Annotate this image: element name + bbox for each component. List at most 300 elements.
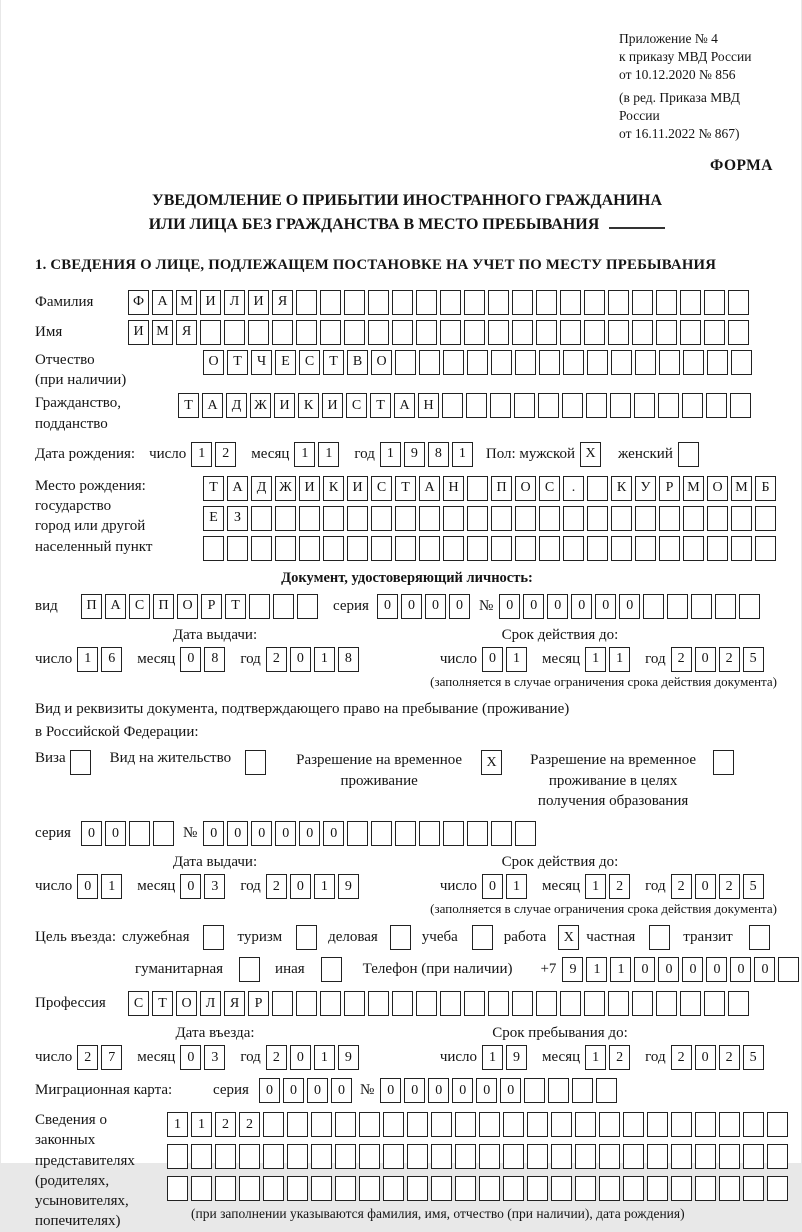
form-cell[interactable] [527, 1176, 548, 1201]
form-cell[interactable]: 0 [380, 1078, 401, 1103]
form-cell[interactable] [153, 821, 174, 846]
form-cell[interactable] [562, 393, 583, 418]
form-cell[interactable] [167, 1176, 188, 1201]
form-cell[interactable] [272, 991, 293, 1016]
form-cell[interactable]: 0 [307, 1078, 328, 1103]
form-cell[interactable]: Р [248, 991, 269, 1016]
form-cell[interactable] [323, 536, 344, 561]
form-cell[interactable] [611, 536, 632, 561]
form-cell[interactable]: 0 [754, 957, 775, 982]
form-cell[interactable]: 0 [428, 1078, 449, 1103]
form-cell[interactable] [563, 536, 584, 561]
form-cell[interactable] [440, 991, 461, 1016]
form-cell[interactable] [743, 1112, 764, 1137]
form-cell[interactable] [191, 1144, 212, 1169]
form-cell[interactable] [248, 320, 269, 345]
form-cell[interactable] [273, 594, 294, 619]
form-cell[interactable] [643, 594, 664, 619]
form-cell[interactable] [490, 393, 511, 418]
form-cell[interactable]: И [274, 393, 295, 418]
form-cell[interactable] [680, 991, 701, 1016]
form-cell[interactable] [296, 290, 317, 315]
form-cell[interactable]: М [152, 320, 173, 345]
form-cell[interactable] [320, 290, 341, 315]
form-cell[interactable] [416, 320, 437, 345]
form-cell[interactable]: 0 [404, 1078, 425, 1103]
form-cell[interactable]: 1 [101, 874, 122, 899]
form-cell[interactable]: 0 [482, 874, 503, 899]
form-cell[interactable]: Я [224, 991, 245, 1016]
form-cell[interactable]: И [347, 476, 368, 501]
form-cell[interactable] [311, 1112, 332, 1137]
form-cell[interactable] [731, 506, 752, 531]
form-cell[interactable]: 1 [452, 442, 473, 467]
form-cell[interactable] [608, 320, 629, 345]
form-cell[interactable] [359, 1176, 380, 1201]
form-cell[interactable] [466, 393, 487, 418]
form-cell[interactable] [296, 320, 317, 345]
form-cell[interactable]: 2 [671, 1045, 692, 1070]
form-cell[interactable]: 6 [101, 647, 122, 672]
form-cell[interactable] [656, 320, 677, 345]
form-cell[interactable] [743, 1144, 764, 1169]
form-cell[interactable]: 2 [609, 874, 630, 899]
form-cell[interactable] [191, 1176, 212, 1201]
form-cell[interactable] [323, 506, 344, 531]
form-cell[interactable] [239, 957, 260, 982]
form-cell[interactable]: 0 [634, 957, 655, 982]
form-cell[interactable]: 0 [105, 821, 126, 846]
form-cell[interactable] [682, 393, 703, 418]
form-cell[interactable] [239, 1144, 260, 1169]
form-cell[interactable]: Ч [251, 350, 272, 375]
form-cell[interactable] [683, 350, 704, 375]
form-cell[interactable] [287, 1144, 308, 1169]
form-cell[interactable] [667, 594, 688, 619]
form-cell[interactable] [575, 1112, 596, 1137]
form-cell[interactable] [344, 320, 365, 345]
form-cell[interactable]: 2 [215, 1112, 236, 1137]
form-cell[interactable] [649, 925, 670, 950]
form-cell[interactable] [503, 1176, 524, 1201]
form-cell[interactable]: С [539, 476, 560, 501]
form-cell[interactable] [272, 320, 293, 345]
form-cell[interactable]: Л [200, 991, 221, 1016]
form-cell[interactable]: X [481, 750, 502, 775]
form-cell[interactable] [70, 750, 91, 775]
purpose-work-checkbox[interactable] [558, 925, 582, 950]
purpose-transit-checkbox[interactable] [749, 925, 773, 950]
form-cell[interactable] [683, 506, 704, 531]
form-cell[interactable] [431, 1144, 452, 1169]
form-cell[interactable] [647, 1112, 668, 1137]
form-cell[interactable] [299, 536, 320, 561]
form-cell[interactable] [371, 536, 392, 561]
form-cell[interactable] [347, 536, 368, 561]
form-cell[interactable]: Т [227, 350, 248, 375]
form-cell[interactable]: П [491, 476, 512, 501]
form-cell[interactable]: А [394, 393, 415, 418]
form-cell[interactable] [395, 536, 416, 561]
form-cell[interactable] [320, 320, 341, 345]
form-cell[interactable] [479, 1176, 500, 1201]
form-cell[interactable] [599, 1176, 620, 1201]
form-cell[interactable]: 2 [719, 874, 740, 899]
form-cell[interactable] [464, 320, 485, 345]
form-cell[interactable] [632, 991, 653, 1016]
form-cell[interactable]: 0 [290, 647, 311, 672]
form-cell[interactable] [419, 821, 440, 846]
form-cell[interactable] [215, 1144, 236, 1169]
form-cell[interactable] [572, 1078, 593, 1103]
form-cell[interactable] [251, 536, 272, 561]
form-cell[interactable] [368, 290, 389, 315]
form-cell[interactable]: 1 [585, 874, 606, 899]
form-cell[interactable] [731, 536, 752, 561]
form-cell[interactable]: А [202, 393, 223, 418]
form-cell[interactable]: А [227, 476, 248, 501]
form-cell[interactable] [560, 320, 581, 345]
form-cell[interactable]: 2 [77, 1045, 98, 1070]
form-cell[interactable]: 1 [191, 1112, 212, 1137]
form-cell[interactable] [200, 320, 221, 345]
form-cell[interactable] [635, 536, 656, 561]
form-cell[interactable]: 0 [77, 874, 98, 899]
form-cell[interactable]: 2 [609, 1045, 630, 1070]
form-cell[interactable] [167, 1144, 188, 1169]
form-cell[interactable] [680, 290, 701, 315]
form-cell[interactable]: Т [370, 393, 391, 418]
form-cell[interactable]: 1 [294, 442, 315, 467]
form-cell[interactable] [767, 1144, 788, 1169]
form-cell[interactable]: 5 [743, 1045, 764, 1070]
form-cell[interactable] [515, 350, 536, 375]
form-cell[interactable] [419, 536, 440, 561]
form-cell[interactable]: О [515, 476, 536, 501]
form-cell[interactable]: 2 [239, 1112, 260, 1137]
form-cell[interactable] [536, 290, 557, 315]
form-cell[interactable]: 0 [595, 594, 616, 619]
form-cell[interactable] [560, 991, 581, 1016]
form-cell[interactable] [575, 1176, 596, 1201]
form-cell[interactable] [129, 821, 150, 846]
form-cell[interactable]: И [200, 290, 221, 315]
form-cell[interactable]: 8 [428, 442, 449, 467]
form-cell[interactable] [767, 1176, 788, 1201]
form-cell[interactable] [767, 1112, 788, 1137]
form-cell[interactable] [464, 991, 485, 1016]
form-cell[interactable] [527, 1112, 548, 1137]
form-cell[interactable]: 0 [290, 1045, 311, 1070]
form-cell[interactable] [239, 1176, 260, 1201]
form-cell[interactable] [416, 991, 437, 1016]
form-cell[interactable]: 0 [695, 1045, 716, 1070]
form-cell[interactable] [632, 290, 653, 315]
form-cell[interactable] [656, 991, 677, 1016]
form-cell[interactable]: М [731, 476, 752, 501]
form-cell[interactable] [536, 991, 557, 1016]
form-cell[interactable]: Р [659, 476, 680, 501]
form-cell[interactable]: . [563, 476, 584, 501]
form-cell[interactable] [488, 320, 509, 345]
form-cell[interactable] [395, 821, 416, 846]
form-cell[interactable]: 0 [449, 594, 470, 619]
temp-residence-edu-checkbox[interactable] [713, 750, 737, 775]
form-cell[interactable] [440, 290, 461, 315]
form-cell[interactable] [443, 536, 464, 561]
form-cell[interactable]: О [371, 350, 392, 375]
form-cell[interactable] [659, 506, 680, 531]
form-cell[interactable] [587, 476, 608, 501]
form-cell[interactable] [695, 1176, 716, 1201]
form-cell[interactable] [467, 350, 488, 375]
form-cell[interactable] [488, 991, 509, 1016]
form-cell[interactable] [730, 393, 751, 418]
form-cell[interactable] [440, 320, 461, 345]
form-cell[interactable] [584, 320, 605, 345]
form-cell[interactable] [739, 594, 760, 619]
form-cell[interactable] [599, 1144, 620, 1169]
form-cell[interactable]: О [203, 350, 224, 375]
form-cell[interactable]: 1 [585, 1045, 606, 1070]
form-cell[interactable] [683, 536, 704, 561]
form-cell[interactable] [203, 536, 224, 561]
form-cell[interactable]: 9 [404, 442, 425, 467]
form-cell[interactable]: 1 [609, 647, 630, 672]
form-cell[interactable]: 0 [331, 1078, 352, 1103]
form-cell[interactable] [548, 1078, 569, 1103]
form-cell[interactable] [395, 506, 416, 531]
form-cell[interactable]: Ж [275, 476, 296, 501]
residence-permit-checkbox[interactable] [245, 750, 269, 775]
form-cell[interactable]: 0 [251, 821, 272, 846]
form-cell[interactable] [275, 536, 296, 561]
form-cell[interactable] [455, 1144, 476, 1169]
form-cell[interactable]: 2 [266, 874, 287, 899]
form-cell[interactable]: Н [443, 476, 464, 501]
form-cell[interactable] [368, 991, 389, 1016]
form-cell[interactable]: С [371, 476, 392, 501]
form-cell[interactable] [392, 290, 413, 315]
form-cell[interactable] [749, 925, 770, 950]
form-cell[interactable] [455, 1112, 476, 1137]
form-cell[interactable]: 0 [547, 594, 568, 619]
form-cell[interactable] [691, 594, 712, 619]
form-cell[interactable] [392, 991, 413, 1016]
form-cell[interactable] [610, 393, 631, 418]
form-cell[interactable]: М [176, 290, 197, 315]
form-cell[interactable]: О [176, 991, 197, 1016]
form-cell[interactable] [778, 957, 799, 982]
form-cell[interactable] [584, 290, 605, 315]
form-cell[interactable]: А [152, 290, 173, 315]
form-cell[interactable] [551, 1176, 572, 1201]
form-cell[interactable] [695, 1144, 716, 1169]
purpose-business-checkbox[interactable] [390, 925, 414, 950]
form-cell[interactable]: 0 [180, 647, 201, 672]
form-cell[interactable] [599, 1112, 620, 1137]
purpose-other-checkbox[interactable] [321, 957, 345, 982]
form-cell[interactable] [551, 1112, 572, 1137]
form-cell[interactable]: О [707, 476, 728, 501]
form-cell[interactable] [608, 991, 629, 1016]
form-cell[interactable]: А [105, 594, 126, 619]
form-cell[interactable] [263, 1144, 284, 1169]
form-cell[interactable]: 0 [227, 821, 248, 846]
form-cell[interactable] [671, 1112, 692, 1137]
form-cell[interactable] [713, 750, 734, 775]
form-cell[interactable]: 1 [586, 957, 607, 982]
form-cell[interactable] [297, 594, 318, 619]
form-cell[interactable]: 1 [314, 647, 335, 672]
form-cell[interactable] [491, 350, 512, 375]
form-cell[interactable]: 1 [314, 874, 335, 899]
form-cell[interactable] [443, 821, 464, 846]
form-cell[interactable] [407, 1112, 428, 1137]
form-cell[interactable]: 5 [743, 647, 764, 672]
form-cell[interactable]: 0 [283, 1078, 304, 1103]
form-cell[interactable]: 0 [482, 647, 503, 672]
form-cell[interactable] [632, 320, 653, 345]
purpose-humanitarian-checkbox[interactable] [239, 957, 263, 982]
form-cell[interactable] [587, 506, 608, 531]
form-cell[interactable] [503, 1144, 524, 1169]
form-cell[interactable] [586, 393, 607, 418]
form-cell[interactable]: С [299, 350, 320, 375]
form-cell[interactable]: Л [224, 290, 245, 315]
form-cell[interactable] [563, 350, 584, 375]
form-cell[interactable] [728, 320, 749, 345]
form-cell[interactable] [491, 536, 512, 561]
form-cell[interactable] [515, 536, 536, 561]
form-cell[interactable] [536, 320, 557, 345]
form-cell[interactable] [719, 1144, 740, 1169]
form-cell[interactable] [743, 1176, 764, 1201]
form-cell[interactable] [383, 1112, 404, 1137]
form-cell[interactable] [371, 506, 392, 531]
form-cell[interactable] [719, 1176, 740, 1201]
form-cell[interactable] [467, 506, 488, 531]
form-cell[interactable] [704, 320, 725, 345]
form-cell[interactable]: 1 [585, 647, 606, 672]
form-cell[interactable]: И [248, 290, 269, 315]
form-cell[interactable] [538, 393, 559, 418]
form-cell[interactable] [659, 350, 680, 375]
form-cell[interactable]: Е [275, 350, 296, 375]
form-cell[interactable] [383, 1176, 404, 1201]
form-cell[interactable]: 1 [506, 647, 527, 672]
form-cell[interactable] [479, 1144, 500, 1169]
form-cell[interactable] [263, 1176, 284, 1201]
form-cell[interactable] [299, 506, 320, 531]
form-cell[interactable] [539, 536, 560, 561]
form-cell[interactable]: 0 [499, 594, 520, 619]
form-cell[interactable] [587, 536, 608, 561]
form-cell[interactable] [467, 536, 488, 561]
form-cell[interactable] [472, 925, 493, 950]
form-cell[interactable]: М [683, 476, 704, 501]
form-cell[interactable]: П [153, 594, 174, 619]
form-cell[interactable]: Н [418, 393, 439, 418]
form-cell[interactable]: 2 [719, 647, 740, 672]
form-cell[interactable]: Т [323, 350, 344, 375]
form-cell[interactable]: 9 [562, 957, 583, 982]
form-cell[interactable] [647, 1176, 668, 1201]
form-cell[interactable] [728, 991, 749, 1016]
form-cell[interactable] [656, 290, 677, 315]
sex-female-checkbox[interactable] [678, 442, 702, 467]
form-cell[interactable] [623, 1144, 644, 1169]
form-cell[interactable] [584, 991, 605, 1016]
form-cell[interactable]: Т [395, 476, 416, 501]
form-cell[interactable]: 9 [338, 874, 359, 899]
form-cell[interactable]: Т [203, 476, 224, 501]
form-cell[interactable] [563, 506, 584, 531]
form-cell[interactable] [287, 1112, 308, 1137]
form-cell[interactable]: 0 [425, 594, 446, 619]
form-cell[interactable] [524, 1078, 545, 1103]
form-cell[interactable] [575, 1144, 596, 1169]
form-cell[interactable] [587, 350, 608, 375]
form-cell[interactable] [335, 1176, 356, 1201]
form-cell[interactable]: 1 [482, 1045, 503, 1070]
form-cell[interactable] [680, 320, 701, 345]
form-cell[interactable] [455, 1176, 476, 1201]
form-cell[interactable] [287, 1176, 308, 1201]
form-cell[interactable]: 9 [338, 1045, 359, 1070]
form-cell[interactable]: 3 [204, 1045, 225, 1070]
form-cell[interactable] [431, 1176, 452, 1201]
form-cell[interactable]: 0 [377, 594, 398, 619]
form-cell[interactable] [296, 991, 317, 1016]
purpose-official-checkbox[interactable] [203, 925, 227, 950]
form-cell[interactable] [707, 506, 728, 531]
form-cell[interactable]: 5 [743, 874, 764, 899]
form-cell[interactable]: 9 [506, 1045, 527, 1070]
form-cell[interactable] [320, 991, 341, 1016]
form-cell[interactable] [491, 506, 512, 531]
form-cell[interactable]: И [322, 393, 343, 418]
form-cell[interactable]: 0 [180, 874, 201, 899]
form-cell[interactable]: С [129, 594, 150, 619]
form-cell[interactable]: П [81, 594, 102, 619]
form-cell[interactable] [634, 393, 655, 418]
form-cell[interactable] [335, 1144, 356, 1169]
form-cell[interactable] [344, 290, 365, 315]
form-cell[interactable]: 0 [299, 821, 320, 846]
form-cell[interactable]: 0 [695, 874, 716, 899]
form-cell[interactable] [335, 1112, 356, 1137]
form-cell[interactable] [707, 350, 728, 375]
form-cell[interactable] [419, 350, 440, 375]
form-cell[interactable] [623, 1112, 644, 1137]
form-cell[interactable]: К [323, 476, 344, 501]
form-cell[interactable]: О [177, 594, 198, 619]
form-cell[interactable] [658, 393, 679, 418]
form-cell[interactable]: 2 [266, 647, 287, 672]
form-cell[interactable] [491, 821, 512, 846]
form-cell[interactable]: Д [251, 476, 272, 501]
form-cell[interactable] [359, 1112, 380, 1137]
form-cell[interactable] [671, 1144, 692, 1169]
form-cell[interactable]: Е [203, 506, 224, 531]
form-cell[interactable]: 0 [619, 594, 640, 619]
purpose-study-checkbox[interactable] [472, 925, 496, 950]
form-cell[interactable] [731, 350, 752, 375]
form-cell[interactable] [539, 506, 560, 531]
form-cell[interactable] [695, 1112, 716, 1137]
form-cell[interactable] [296, 925, 317, 950]
